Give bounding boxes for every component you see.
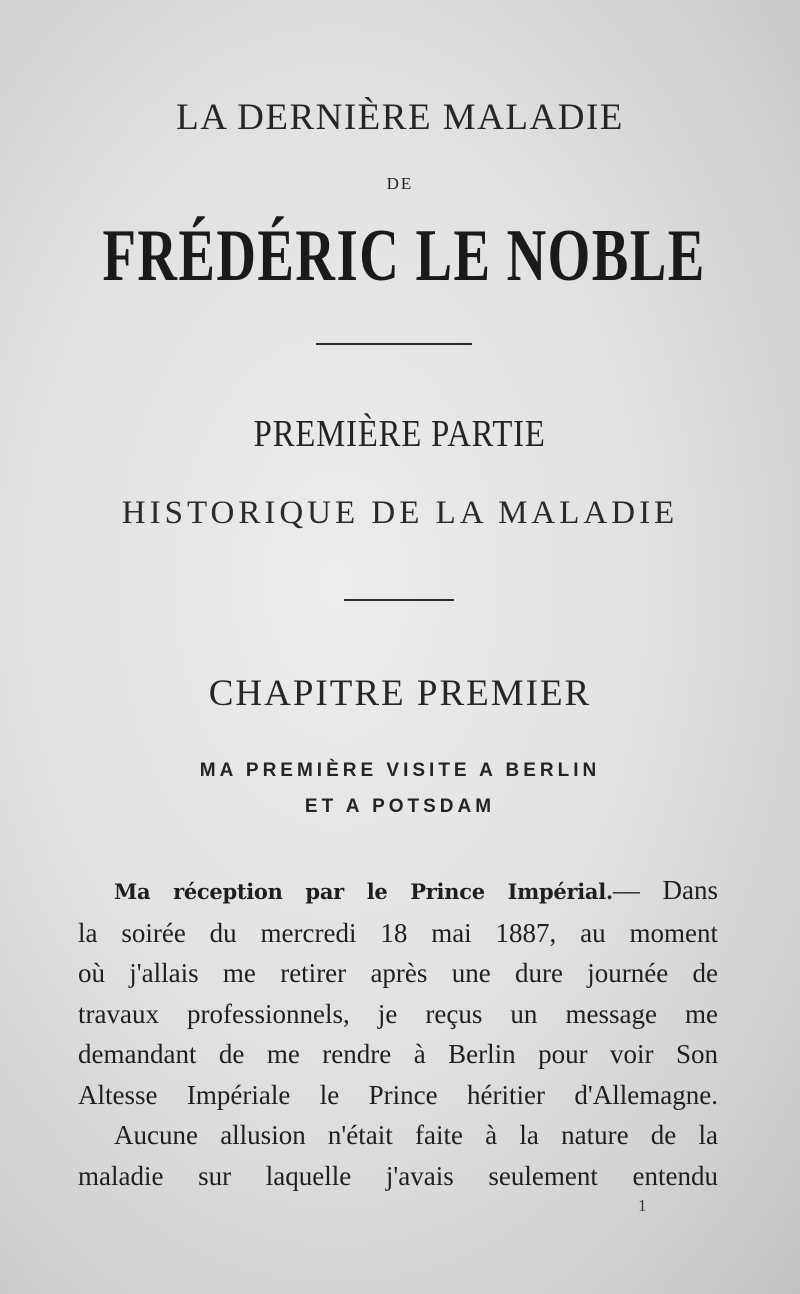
text-line	[78, 870, 718, 913]
main-title: FRÉDÉRIC LE NOBLE	[102, 215, 706, 297]
text-line: travaux professionnels, je reçus un message me	[78, 998, 718, 1029]
text-line: Aucune allusion n'était faite à la nature de la	[114, 1120, 718, 1150]
part-subtitle: HISTORIQUE DE LA MALADIE	[121, 495, 679, 531]
page-number: 1	[638, 1196, 647, 1215]
text-line: maladie sur laquelle j'avais seulement entendu	[78, 1160, 718, 1191]
text-line: Altesse Impériale le Prince héritier d'Allemagne.	[78, 1079, 718, 1110]
part-title: PREMIÈRE PARTIE	[253, 413, 546, 455]
text-line-segment: — Dans	[612, 875, 718, 905]
chapter-title: CHAPITRE PREMIER	[208, 673, 592, 714]
text-line: où j'allais me retirer après une dure journée de	[78, 958, 718, 988]
divider-rule	[344, 599, 454, 601]
chapter-subtitle-line-2: ET A POTSDAM	[304, 796, 496, 817]
text-line: demandant de me rendre à Berlin pour voir Son	[78, 1039, 718, 1069]
divider-rule	[316, 343, 472, 345]
title-line-2: DE	[386, 174, 414, 193]
title-line-1: LA DERNIÈRE MALADIE	[176, 97, 624, 138]
chapter-subtitle-line-1: MA PREMIÈRE VISITE A BERLIN	[199, 760, 601, 781]
paragraph-lead: Ma réception par le Prince Impérial.	[114, 879, 613, 904]
text-line: la soirée du mercredi 18 mai 1887, au moment	[78, 917, 718, 948]
body-paragraph	[78, 870, 718, 1196]
